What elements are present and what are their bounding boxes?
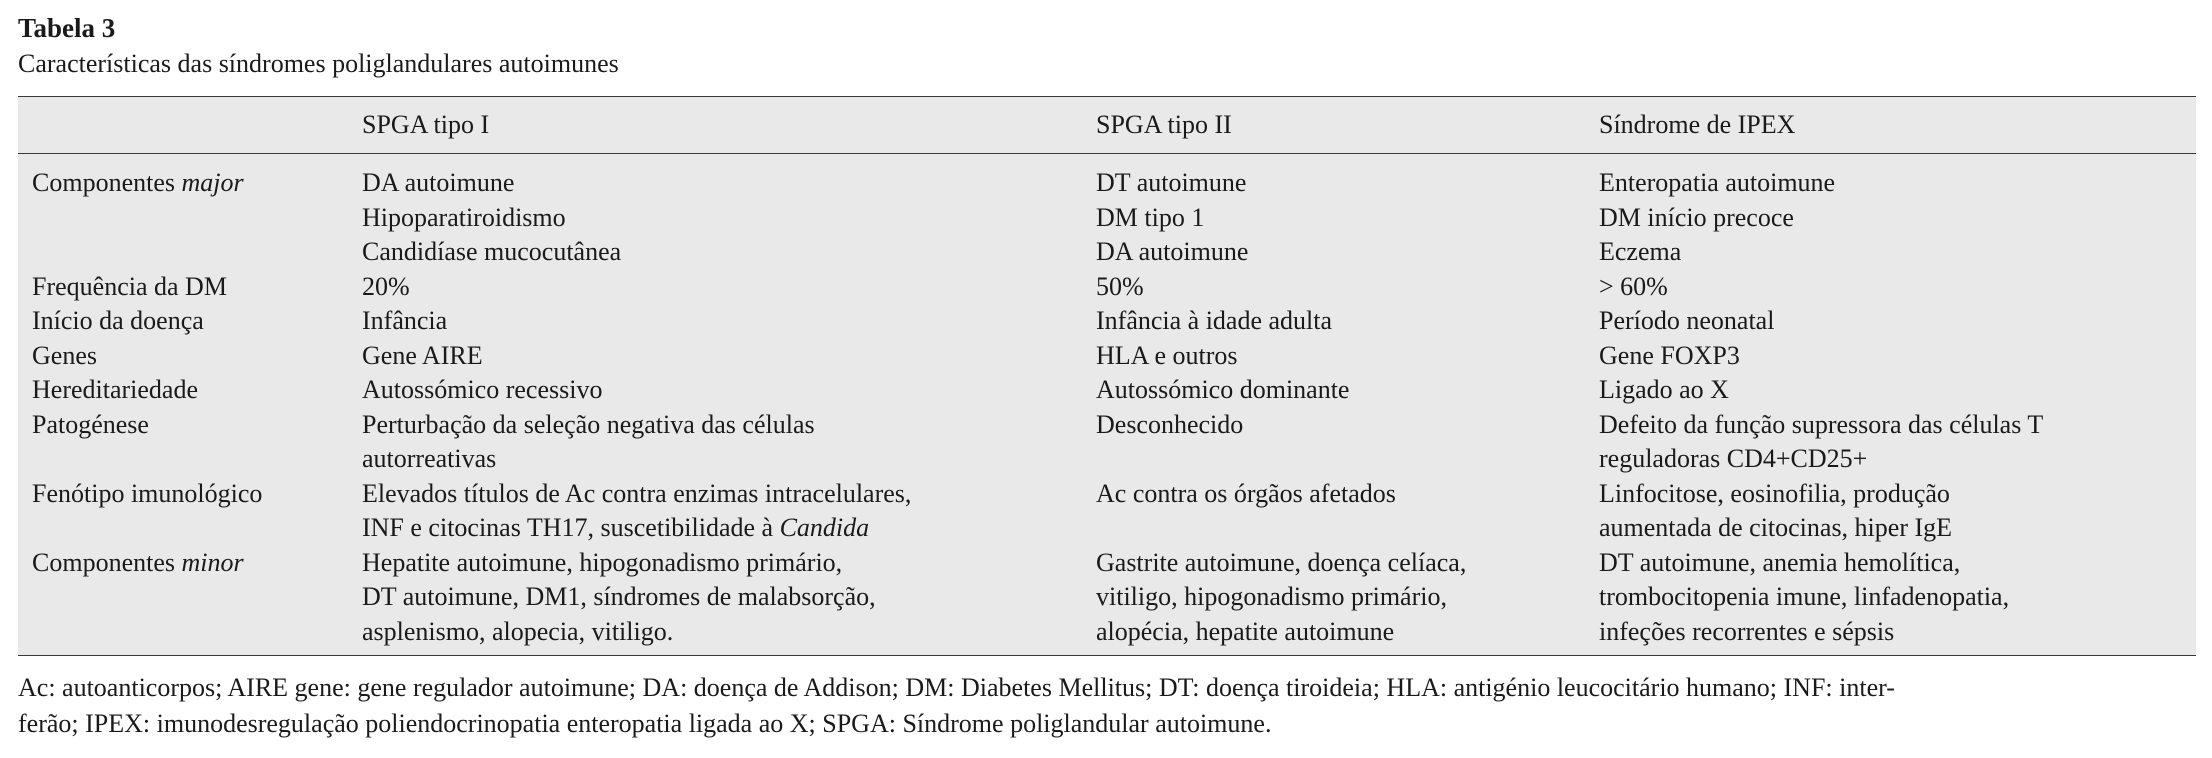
table-number: Tabela 3 xyxy=(18,13,116,43)
table-row xyxy=(18,166,2196,270)
table-figure xyxy=(18,10,2196,742)
cell-ipex: > 60% xyxy=(1599,271,1668,301)
table-row xyxy=(18,477,2196,546)
cell-spga-2: Ac contra os órgãos afetados xyxy=(1096,478,1396,508)
cell-ipex: Linfocitose, eosinofilia, produção aumentada de citocinas, hiper IgE xyxy=(1599,478,1953,542)
cell-ipex: Ligado ao X xyxy=(1599,375,1729,404)
row-label: Fenótipo imunológico xyxy=(32,478,263,508)
row-label: Início da doença xyxy=(32,306,204,335)
cell-ipex: Período neonatal xyxy=(1599,306,1775,335)
row-label: Genes xyxy=(32,340,97,370)
row-label: Frequência da DM xyxy=(32,271,227,301)
cell-spga-1: Gene AIRE xyxy=(362,340,483,370)
table-row xyxy=(18,304,2196,339)
row-label: Patogénese xyxy=(32,409,149,439)
cell-spga-2: 50% xyxy=(1096,271,1144,301)
cell-spga-2: DT autoimune DM tipo 1 DA autoimune xyxy=(1096,168,1249,266)
table-row xyxy=(18,373,2196,408)
cell-spga-2: HLA e outros xyxy=(1096,340,1238,370)
table-row xyxy=(18,546,2196,650)
cell-spga-2: Desconhecido xyxy=(1096,409,1244,439)
row-label: Componentes minor xyxy=(32,547,244,577)
table-row xyxy=(18,339,2196,374)
cell-spga-2: Infância à idade adulta xyxy=(1096,306,1333,335)
cell-spga-1: Autossómico recessivo xyxy=(362,375,603,404)
cell-spga-1: Perturbação da seleção negativa das células autorreativas xyxy=(362,409,815,473)
cell-spga-1: Hepatite autoimune, hipogonadismo primário, DT autoimune, DM1, síndromes de malabsorção, asplenismo, alopecia, vitiligo. xyxy=(362,547,876,646)
header-cell-spga-1: SPGA tipo I xyxy=(362,110,490,139)
cell-spga-2: Gastrite autoimune, doença celíaca, vitiligo, hipogonadismo primário, alopécia, hepatite autoimune xyxy=(1096,547,1467,646)
cell-spga-1: DA autoimune Hipoparatiroidismo Candidíase mucocutânea xyxy=(362,168,622,266)
cell-spga-1: Elevados títulos de Ac contra enzimas intracelulares, INF e citocinas TH17, suscetibilidade à Candida xyxy=(362,478,912,542)
cell-spga-1: Infância xyxy=(362,306,448,335)
table-header-row xyxy=(18,97,2196,154)
header-cell-ipex: Síndrome de IPEX xyxy=(1599,110,1796,139)
table-footnote: Ac: autoanticorpos; AIRE gene: gene regulador autoimune; DA: doença de Addison; DM: Diabetes Mellitus; DT: doença tiroideia; HLA: antigénio leucocitário humano; INF: inter- ferão; IPEX: imunodesregulação poliendocrinopatia enteropatia ligada ao X; SPGA: Síndrome poliglandular autoimune. xyxy=(18,673,1895,738)
cell-spga-1: 20% xyxy=(362,271,410,301)
row-label: Hereditariedade xyxy=(32,375,199,404)
table-title: Características das síndromes poliglandulares autoimunes xyxy=(18,49,619,78)
row-label: Componentes major xyxy=(32,168,244,197)
table-row xyxy=(18,408,2196,477)
table-row xyxy=(18,270,2196,305)
cell-ipex: Gene FOXP3 xyxy=(1599,340,1740,370)
cell-ipex: Enteropatia autoimune DM início precoce Eczema xyxy=(1599,168,1836,266)
table-body xyxy=(18,154,2196,655)
data-table xyxy=(18,96,2196,656)
header-cell-spga-2: SPGA tipo II xyxy=(1096,110,1232,139)
cell-ipex: Defeito da função supressora das células T reguladoras CD4+CD25+ xyxy=(1599,409,2044,473)
cell-ipex: DT autoimune, anemia hemolítica, trombocitopenia imune, linfadenopatia, infeções recorrentes e sépsis xyxy=(1599,547,2010,646)
cell-spga-2: Autossómico dominante xyxy=(1096,375,1350,404)
